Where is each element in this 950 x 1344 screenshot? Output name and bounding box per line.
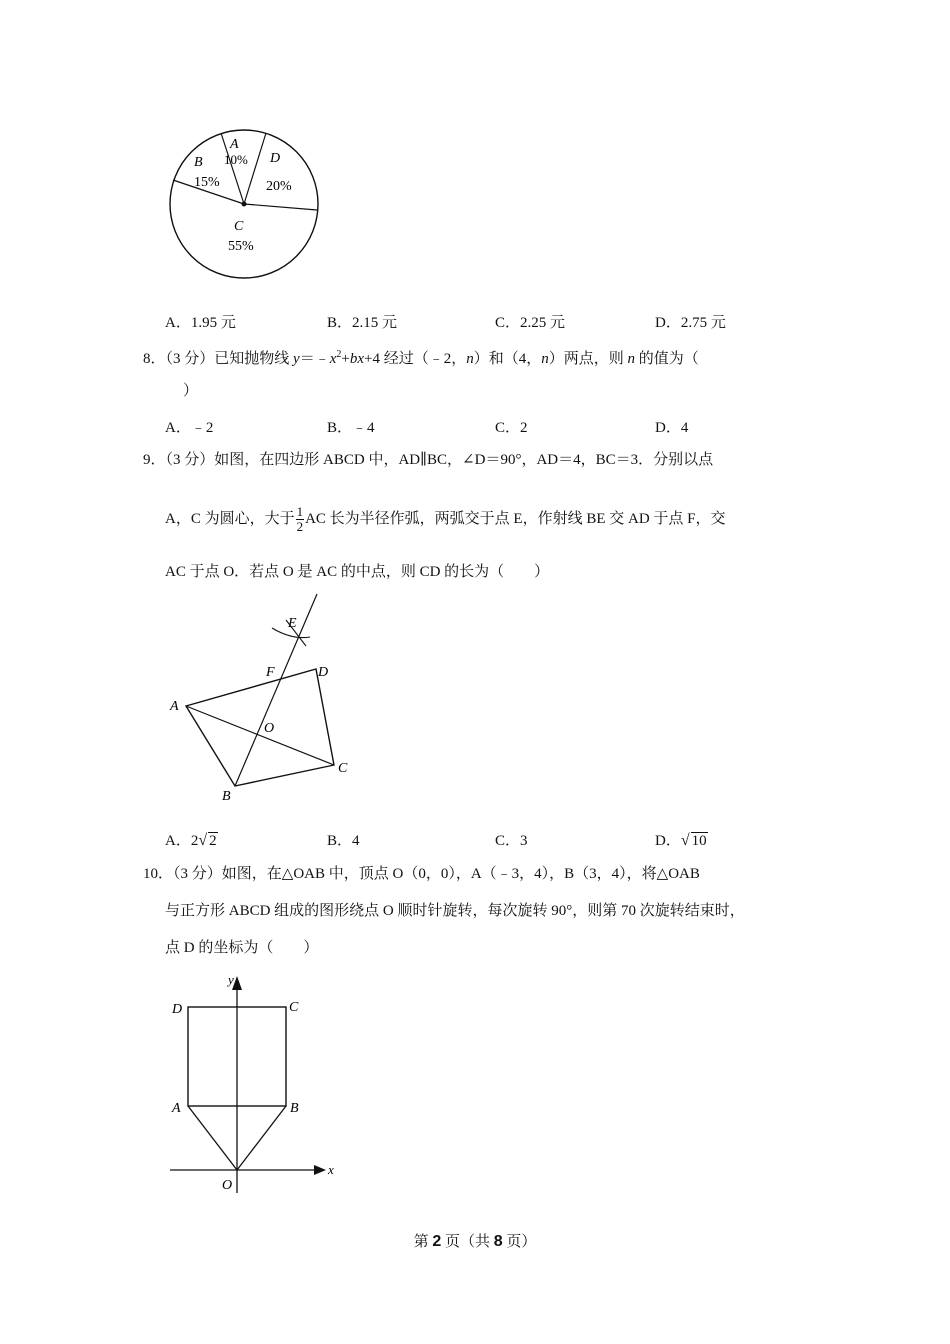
q8-option-a: A．﹣2 (165, 420, 214, 436)
label-o: O (222, 1178, 233, 1193)
pie-center (242, 202, 247, 207)
page-footer: 第 2 页（共 8 页） (413, 1233, 537, 1250)
q7-option-d: D．2.75 元 (655, 315, 726, 331)
quadrilateral-figure (160, 590, 360, 805)
pie-percent-d: 20% (266, 179, 292, 194)
segment-ob (237, 1106, 286, 1170)
label-a: A (170, 699, 179, 714)
q10-stem-line1: 10．（3 分）如图，在△OAB 中，顶点 O（0，0），A（﹣3，4），B（3，4），将△OAB (143, 866, 700, 882)
q8-option-d: D．4 (655, 420, 689, 436)
q8-stem: 8．（3 分）已知抛物线 $y=﹣x^2+bx+4$ 经过（﹣2，n）和（4，n）两点，则 n 的值为（ (143, 349, 699, 367)
q9-option-c: C．3 (495, 833, 528, 849)
q9-option-d: D．√ 10 (655, 832, 707, 849)
q9-option-b: B．4 (327, 833, 360, 849)
pie-percent-a: 10% (224, 152, 248, 167)
pie-percent-b: 15% (194, 175, 220, 190)
pie-percent-c: 55% (228, 239, 254, 254)
q8-stem-close: ） (183, 383, 199, 399)
coordinate-figure (160, 968, 350, 1198)
q10-stem-line3: 点 D 的坐标为（ ） (165, 940, 319, 956)
label-o: O (264, 721, 275, 736)
diagonal-ac (186, 706, 334, 765)
label-x: x (328, 1162, 334, 1177)
x-axis-arrow (314, 1165, 326, 1175)
label-b: B (290, 1101, 299, 1116)
label-a: A (172, 1101, 181, 1116)
q10-stem-line2: 与正方形 ABCD 组成的图形绕点 O 顺时针旋转，每次旋转 90°，则第 70 次旋转结束时， (165, 903, 745, 919)
label-c: C (338, 761, 348, 776)
q9-stem-line2: A，C 为圆心，大于 $\frac{1}{2}$ AC 长为半径作弧，两弧交于点 E，作射线 BE 交 AD 于点 F，交 (165, 504, 726, 534)
pie-divider-cd (244, 204, 317, 210)
label-b: B (222, 789, 231, 804)
q8-option-c: C．2 (495, 420, 528, 436)
q9-option-a: A．2√ 2 (165, 832, 217, 849)
pie-label-b: B (194, 155, 203, 170)
label-f: F (266, 665, 275, 680)
segment-oa (188, 1106, 237, 1170)
q7-option-b: B．2.15 元 (327, 315, 398, 331)
label-e: E (288, 616, 297, 631)
half-fraction: $\frac{1}{2}$ (296, 504, 304, 534)
label-c: C (289, 1000, 299, 1015)
pie-figure (160, 120, 330, 290)
pie-label-a: A (230, 137, 239, 152)
ray-be (235, 594, 317, 786)
q7-option-c: C．2.25 元 (495, 315, 566, 331)
q8-option-b: B．﹣4 (327, 420, 375, 436)
pie-label-d: D (270, 151, 281, 166)
q7-option-a: A．1.95 元 (165, 315, 236, 331)
pie-label-c: C (234, 219, 244, 234)
label-y: y (228, 972, 234, 987)
pie-divider-ad (244, 133, 266, 204)
label-d: D (172, 1002, 183, 1017)
q9-stem-line3: AC 于点 O．若点 O 是 AC 的中点，则 CD 的长为（ ） (165, 564, 550, 580)
q9-stem-line1: 9．（3 分）如图，在四边形 ABCD 中，AD∥BC，∠D＝90°，AD＝4，BC＝3．分别以点 (143, 452, 714, 468)
label-d: D (318, 665, 329, 680)
